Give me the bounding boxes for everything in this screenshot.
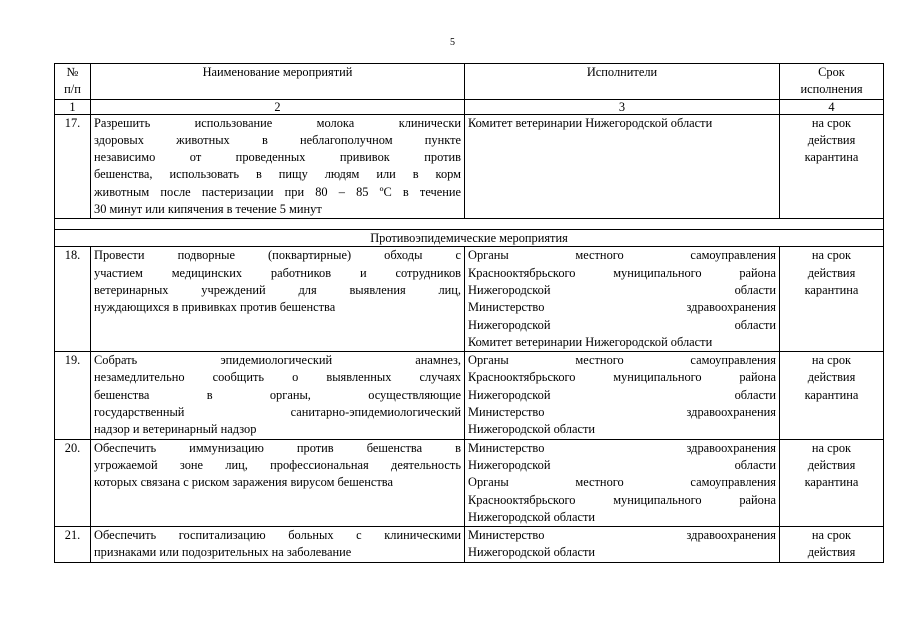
column-index-row [55, 99, 884, 114]
column-index: 1 [55, 99, 91, 114]
section-title: Противоэпидемические мероприятия [55, 230, 884, 247]
spacer-row [55, 219, 884, 230]
table-row [55, 247, 884, 352]
rows-before-section [55, 114, 884, 219]
term-line: на срок [811, 440, 852, 455]
executor-line: Министерство здравоохранения [468, 405, 776, 420]
term-cell [780, 527, 884, 563]
executor-line: Министерство здравоохранения [468, 440, 776, 455]
term-line: на срок [811, 353, 852, 368]
action-line: незамедлительно сообщить о выявленных случаях [94, 370, 461, 385]
executor-line: Министерство здравоохранения [468, 300, 776, 315]
table-header-row [55, 64, 884, 100]
executor-cell [465, 439, 780, 526]
action-line: 30 минут или кипячения в течение 5 минут [94, 202, 322, 217]
action-line: Провести подворные (поквартирные) обходы с [94, 248, 461, 263]
action-cell [91, 114, 465, 219]
action-line: здоровых животных в неблагополучном пункте [94, 132, 461, 147]
action-line: нуждающихся в прививках против бешенства [94, 300, 336, 315]
section-block [55, 219, 884, 247]
executor-line: Нижегородской области [468, 545, 596, 560]
action-cell [91, 439, 465, 526]
executor-cell [465, 352, 780, 439]
action-line: надзор и ветеринарный надзор [94, 422, 257, 437]
term-line: действия [807, 265, 856, 280]
executor-line: Комитет ветеринарии Нижегородской области [468, 334, 713, 349]
term-cell [780, 114, 884, 219]
table-row [55, 439, 884, 526]
executor-line: Нижегородской области [468, 509, 596, 524]
term-line: действия [807, 457, 856, 472]
executor-line: Краснооктябрьского муниципального района [468, 492, 776, 507]
header-number-line: п/п [64, 82, 81, 96]
column-index: 3 [465, 99, 780, 114]
term-line: на срок [811, 528, 852, 543]
action-cell [91, 352, 465, 439]
executor-line: Органы местного самоуправления [468, 353, 776, 368]
term-line: карантина [804, 475, 859, 490]
row-number: 19. [55, 352, 91, 439]
row-number: 18. [55, 247, 91, 352]
table-row [55, 527, 884, 563]
term-cell [780, 247, 884, 352]
executor-cell [465, 247, 780, 352]
row-number: 17. [55, 114, 91, 219]
executor-line: Комитет ветеринарии Нижегородской области [468, 115, 713, 130]
table-row [55, 114, 884, 219]
spacer-cell [55, 219, 884, 230]
executor-line: Нижегородской области [468, 317, 776, 332]
action-line: Разрешить использование молока клинически [94, 115, 461, 130]
executor-line: Нижегородской области [468, 422, 596, 437]
header-action: Наименование мероприятий [91, 64, 465, 100]
row-number: 21. [55, 527, 91, 563]
column-index: 2 [91, 99, 465, 114]
header-number-line: № [66, 65, 79, 79]
table-row [55, 352, 884, 439]
header-term-line: исполнения [800, 82, 863, 97]
term-line: действия [807, 370, 856, 385]
term-line: карантина [804, 387, 859, 402]
action-line: участием медицинских работников и сотрудников [94, 265, 461, 280]
action-line: Обеспечить госпитализацию больных с клиническими [94, 528, 461, 543]
action-line: Обеспечить иммунизацию против бешенства в [94, 440, 461, 455]
action-line: ветеринарных учреждений для выявления лиц, [94, 282, 461, 297]
term-line: карантина [804, 150, 859, 165]
executor-line: Нижегородской области [468, 387, 776, 402]
header-executors: Исполнители [465, 64, 780, 100]
executor-line: Министерство здравоохранения [468, 528, 776, 543]
term-line: действия [807, 132, 856, 147]
row-number: 20. [55, 439, 91, 526]
executor-line: Нижегородской области [468, 457, 776, 472]
column-index: 4 [780, 99, 884, 114]
term-cell [780, 439, 884, 526]
action-line: бешенства, использовать в пищу людям или в корм [94, 167, 461, 182]
term-cell [780, 352, 884, 439]
action-line: угрожаемой зоне лиц, профессиональная деятельность [94, 457, 461, 472]
action-line: государственный санитарно-эпидемиологический [94, 405, 461, 420]
term-line: на срок [811, 248, 852, 263]
executor-line: Нижегородской области [468, 282, 776, 297]
header-number [55, 64, 91, 100]
header-term [780, 64, 884, 100]
page-number: 5 [450, 37, 455, 48]
term-line: карантина [804, 282, 859, 297]
action-line: бешенства в органы, осуществляющие [94, 387, 461, 402]
executor-line: Краснооктябрьского муниципального района [468, 370, 776, 385]
executor-cell [465, 527, 780, 563]
term-line: на срок [811, 115, 852, 130]
action-cell [91, 527, 465, 563]
header-term-line: Срок [818, 65, 845, 79]
term-line: действия [807, 545, 856, 560]
section-row [55, 230, 884, 247]
action-cell [91, 247, 465, 352]
action-line: Собрать эпидемиологический анамнез, [94, 353, 461, 368]
action-line: независимо от проведенных прививок против [94, 150, 461, 165]
executor-cell [465, 114, 780, 219]
rows-after-section [55, 247, 884, 562]
executor-line: Органы местного самоуправления [468, 475, 776, 490]
action-line: животным после пастеризации при 80 – 85 ºС в течение [94, 184, 461, 199]
measures-table [54, 63, 884, 563]
action-line: которых связана с риском заражения вирусом бешенства [94, 475, 393, 490]
executor-line: Краснооктябрьского муниципального района [468, 265, 776, 280]
executor-line: Органы местного самоуправления [468, 248, 776, 263]
action-line: признаками или подозрительных на заболевание [94, 545, 352, 560]
